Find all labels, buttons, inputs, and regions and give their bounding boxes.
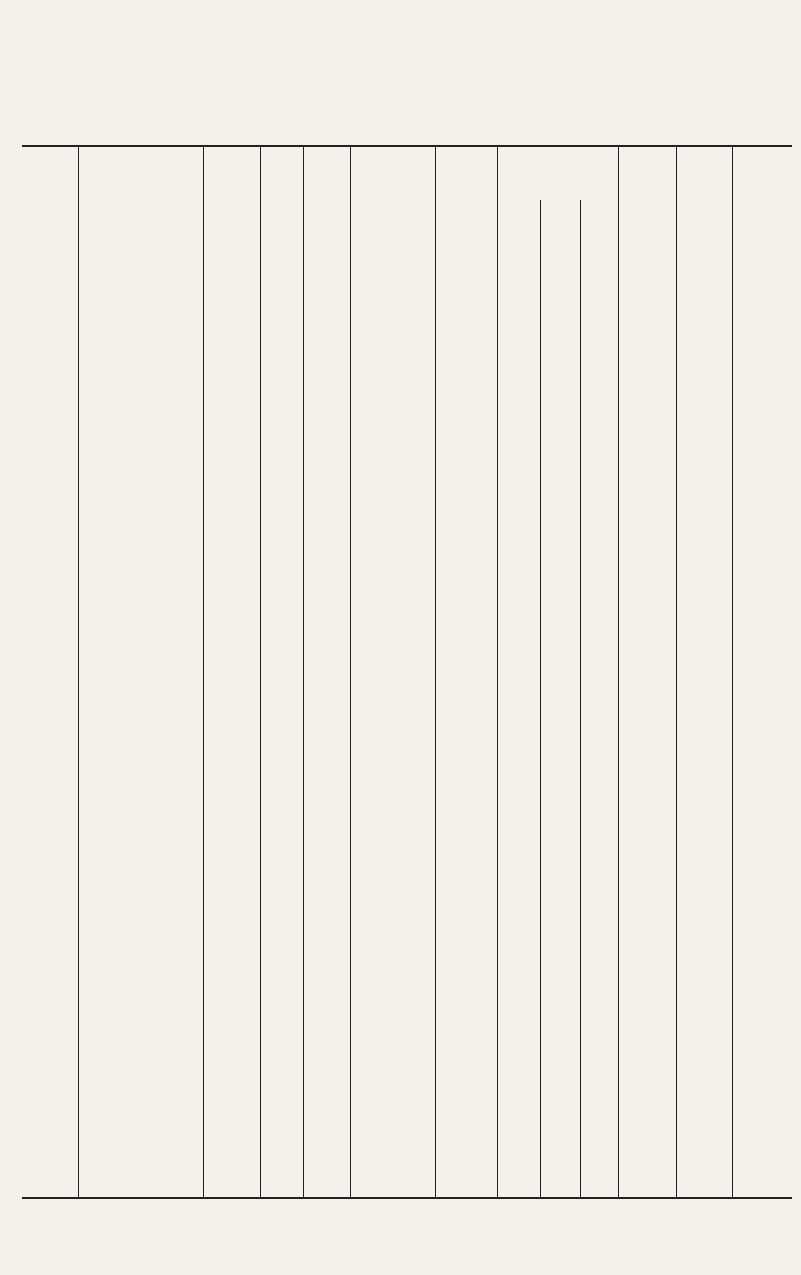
table-rule <box>497 145 498 1197</box>
table-rule <box>203 145 204 1197</box>
table-rule <box>78 145 79 1197</box>
table-rule <box>580 200 581 1197</box>
table-rule <box>303 145 304 1197</box>
table-rule <box>22 1197 792 1199</box>
table-rule <box>618 145 619 1197</box>
table-rule <box>540 200 541 1197</box>
table-rule <box>732 145 733 1197</box>
table-rule <box>350 145 351 1197</box>
table-rule <box>435 145 436 1197</box>
table-rule <box>260 145 261 1197</box>
table-rule <box>676 145 677 1197</box>
